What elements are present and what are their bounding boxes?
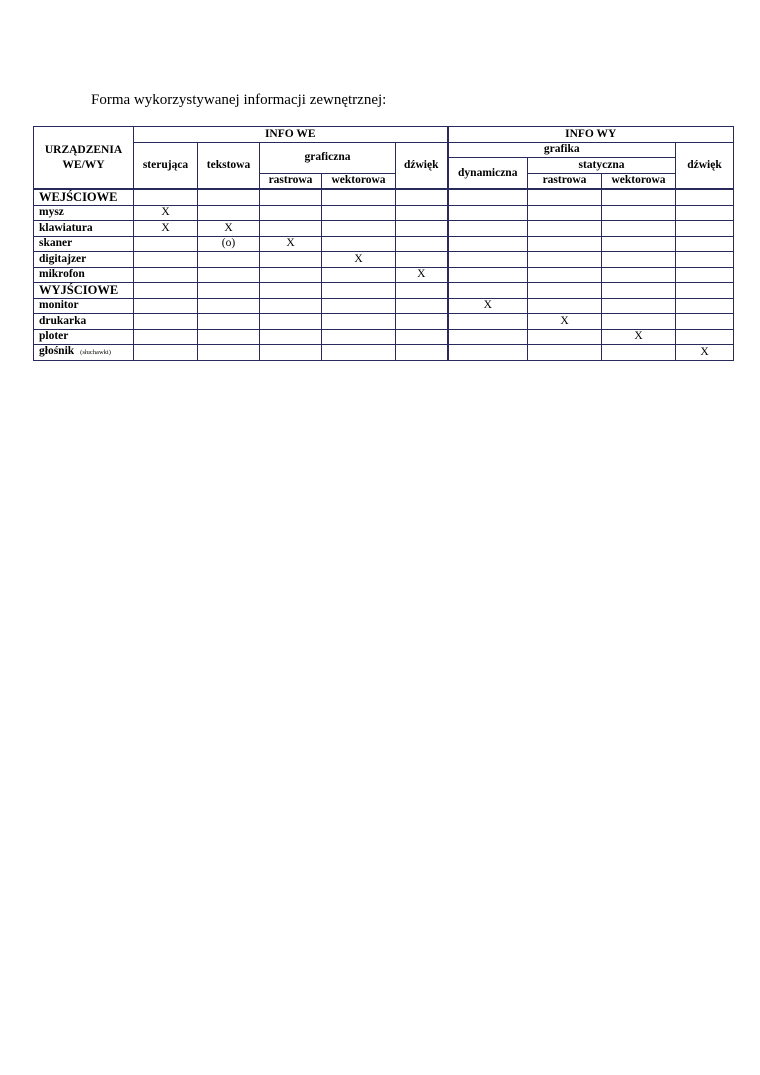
cell-dynamiczna: X: [448, 298, 528, 314]
header-dynamiczna: dynamiczna: [448, 158, 528, 190]
group-row-input: [34, 189, 734, 205]
page-title: Forma wykorzystywanej informacji zewnętrznej:: [91, 92, 387, 108]
header-devices-line2: WE/WY: [62, 158, 105, 171]
row-label-glosnik: [34, 345, 134, 361]
header-wektorowa-we: wektorowa: [322, 173, 396, 189]
header-devices: [34, 127, 134, 190]
header-rastrowa-we: rastrowa: [260, 173, 322, 189]
table-row-glosnik: [34, 345, 734, 361]
row-note: (słuchawki): [80, 349, 111, 357]
table-row-mysz: [34, 205, 734, 221]
header-dzwiek-wy: dźwięk: [676, 142, 734, 189]
table-row-klawiatura: [34, 221, 734, 237]
header-wektorowa-wy: wektorowa: [602, 173, 676, 189]
header-devices-line1: URZĄDZENIA: [44, 143, 123, 156]
header-row-2: [34, 142, 734, 158]
table-row-monitor: [34, 298, 734, 314]
cell-tekstowa: (o): [198, 236, 260, 252]
row-label: monitor: [34, 298, 134, 314]
cell-dzwiek-we: X: [396, 267, 448, 283]
header-info-wy: INFO WY: [448, 127, 734, 143]
header-sterujaca: sterująca: [134, 142, 198, 189]
row-label: głośnik: [39, 345, 75, 358]
header-graficzna: graficzna: [260, 142, 396, 173]
table-row-ploter: [34, 329, 734, 345]
header-info-we: INFO WE: [134, 127, 448, 143]
row-label: drukarka: [34, 314, 134, 330]
cell-wektorowa-we: X: [322, 252, 396, 268]
group-label-output: WYJŚCIOWE: [34, 283, 134, 299]
header-rastrowa-wy: rastrowa: [528, 173, 602, 189]
table-row-mikrofon: [34, 267, 734, 283]
header-dzwiek-we: dźwięk: [396, 142, 448, 189]
cell-tekstowa: X: [198, 221, 260, 237]
cell-wektorowa-wy: X: [602, 329, 676, 345]
header-tekstowa: tekstowa: [198, 142, 260, 189]
table-row-drukarka: [34, 314, 734, 330]
row-label: mysz: [34, 205, 134, 221]
header-statyczna: statyczna: [528, 158, 676, 174]
group-label-input: WEJŚCIOWE: [34, 189, 134, 205]
row-label: digitajzer: [34, 252, 134, 268]
header-row-1: [34, 127, 734, 143]
row-label: ploter: [34, 329, 134, 345]
header-grafika: grafika: [448, 142, 676, 158]
cell-rastrowa-we: X: [260, 236, 322, 252]
table-row-digitajzer: [34, 252, 734, 268]
row-label: mikrofon: [34, 267, 134, 283]
group-row-output: [34, 283, 734, 299]
row-label: skaner: [34, 236, 134, 252]
row-label: klawiatura: [34, 221, 134, 237]
cell-sterujaca: X: [134, 205, 198, 221]
cell-rastrowa-wy: X: [528, 314, 602, 330]
cell-dzwiek-wy: X: [676, 345, 734, 361]
table-row-skaner: [34, 236, 734, 252]
device-info-table: [33, 126, 734, 361]
cell-sterujaca: X: [134, 221, 198, 237]
